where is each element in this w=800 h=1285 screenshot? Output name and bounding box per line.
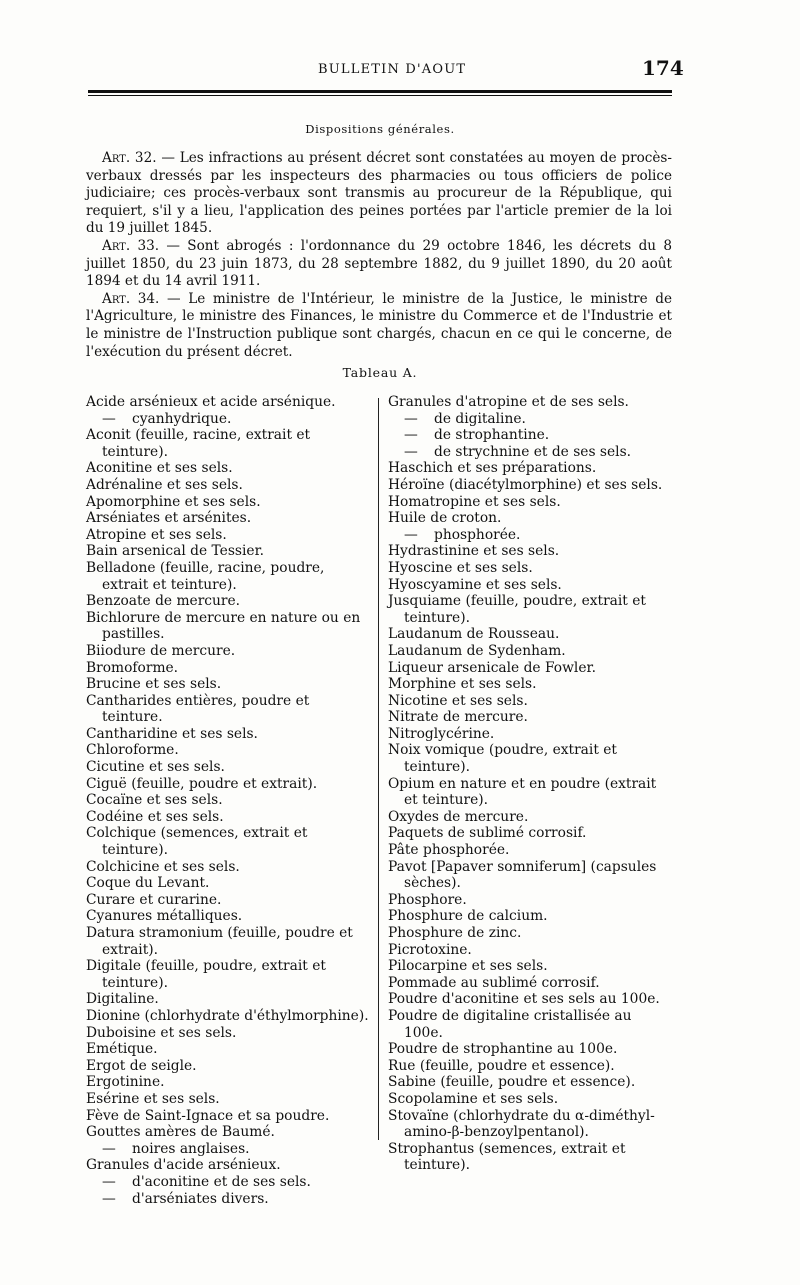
table-entry [388,1008,672,1041]
table-entry-text: Pommade au sublimé corrosif. [388,974,600,991]
table-entry [86,676,370,693]
table-entry-text: Laudanum de Sydenham. [388,642,566,659]
article-text: — Le ministre de l'Intérieur, le ministre de la Justice, le ministre de l'Agriculture, le ministre des Finances, le ministre du Commerce et de l'Industrie et le ministre de l'Instruction publique sont chargés, chacun en ce qui le concerne, de l'exécution du présent décret. [86,290,672,360]
article-label: Art. 34. [102,290,160,307]
table-entry [86,1157,370,1174]
table-entry-text: Phosphure de calcium. [388,908,548,925]
table-entry-text: Poudre d'aconitine et ses sels au 100e. [388,991,660,1008]
table-entry-text: Digitaline. [86,991,159,1008]
table-entry-text: Poudre de strophantine au 100e. [388,1041,618,1058]
table-entry-text: Hydrastinine et ses sels. [388,543,560,560]
table-entry-text: Pilocarpine et ses sels. [388,958,548,975]
table-entry-text: Adrénaline et ses sels. [86,476,243,493]
table-entry-text: Datura stramonium (feuille, poudre et extrait). [86,925,353,958]
table-entry [388,1058,672,1075]
table-entry [388,925,672,942]
table-entry-text: phosphorée. [434,526,521,543]
table-entry-text: Cantharidine et ses sels. [86,725,258,742]
table-entry-text: Digitale (feuille, poudre, extrait et teinture). [86,958,326,991]
table-entry-text: Cocaïne et ses sels. [86,792,223,809]
table-entry-text: de digitaline. [434,410,526,427]
table-entry-text: Bain arsenical de Tessier. [86,543,265,560]
table-entry-text: Benzoate de mercure. [86,593,241,610]
table-entry [388,394,672,411]
table-entry-text: cyanhydrique. [132,410,232,427]
table-entry [86,792,370,809]
table-entry [388,411,672,428]
table-entry-text: Dionine (chlorhydrate d'éthylmorphine). [86,1007,369,1024]
table-entry [86,494,370,511]
table-entry [86,543,370,560]
table-entry [86,825,370,858]
running-head [0,56,800,82]
table-entry [86,510,370,527]
table-entry-text: Strophantus (semences, extrait et teinture). [388,1140,626,1174]
table-entry-text: d'aconitine et de ses sels. [132,1173,311,1190]
table-entry-text: de strychnine et de ses sels. [434,443,632,460]
table-entry [86,776,370,793]
table-entry [86,1108,370,1125]
table-entry [388,676,672,693]
table-entry-text: Colchicine et ses sels. [86,858,240,875]
table-entry-text: Granules d'acide arsénieux. [86,1157,281,1174]
table-entry-text: Atropine et ses sels. [86,526,227,543]
table-entry [388,510,672,527]
table-entry [86,643,370,660]
table-entry [388,958,672,975]
table-entry-text: Poudre de digitaline cristallisée au 100e. [388,1007,632,1041]
table-entry [388,643,672,660]
table-entry-text: Phosphure de zinc. [388,925,522,941]
table-entry-text: Phosphore. [388,891,467,908]
table-entry-text: Liqueur arsenicale de Fowler. [388,659,596,676]
table-entry [388,1108,672,1141]
table-entry-text: Jusquiame (feuille, poudre, extrait et teinture). [388,593,646,626]
ditto-dash: — [404,410,418,427]
table-entry-text: Aconitine et ses sels. [86,460,233,477]
table-entry-text: Esérine et ses sels. [86,1090,220,1107]
table-entry-text: Apomorphine et ses sels. [86,493,261,510]
table-entry-text: Gouttes amères de Baumé. [86,1124,275,1141]
ditto-dash: — [404,427,418,444]
table-entry [86,527,370,544]
table-entry [388,577,672,594]
table-entry-text: Codéine et ses sels. [86,808,224,825]
table-entry [86,925,370,958]
table-entry [86,1025,370,1042]
table-entry [388,892,672,909]
table-entry-text: Nitrate de mercure. [388,709,528,726]
table-entry-text: Emétique. [86,1041,158,1058]
article-label: Art. 32. [102,150,157,166]
table-entry-text: Scopolamine et ses sels. [388,1090,559,1107]
table-entry-text: Cicutine et ses sels. [86,759,225,776]
table-entry [388,991,672,1008]
table-entry [86,726,370,743]
table-entry [388,494,672,511]
table-entry-text: Stovaïne (chlorhydrate du α-diméthyl-amino-β-benzoylpentanol). [388,1107,655,1141]
article-text: — Sont abrogés : l'ordonnance du 29 octobre 1846, les décrets du 8 juillet 1850, du 23 juin 1873, du 28 septembre 1882, du 9 juillet 1890, du 20 août 1894 et du 14 avril 1911. [86,237,672,290]
table-entry-text: Chloroforme. [86,742,179,759]
table-entry [388,1074,672,1091]
ditto-dash: — [404,526,418,543]
table-entry [86,958,370,991]
table-entry [86,593,370,610]
table-entry [86,1091,370,1108]
table-entry-text: Biiodure de mercure. [86,642,236,659]
table-entry [388,560,672,577]
table-entry [388,527,672,544]
article-paragraph [86,238,672,291]
table-entry [86,1174,370,1191]
table-entry-text: Colchique (semences, extrait et teinture). [86,825,308,859]
page-number: 174 [642,56,684,80]
articles-block [86,150,672,361]
table-entry-text: Héroïne (diacétylmorphine) et ses sels. [388,476,663,493]
table-entry [388,626,672,643]
table-entry [86,1058,370,1075]
article-paragraph [86,150,672,238]
table-entry-text: Brucine et ses sels. [86,676,222,693]
table-entry-text: Belladone (feuille, racine, poudre, extrait et teinture). [86,559,325,593]
table-entry [388,543,672,560]
table-entry-text: Nicotine et ses sels. [388,692,528,709]
ditto-dash: — [102,1173,116,1190]
table-entry [388,809,672,826]
table-entry-text: Paquets de sublimé corrosif. [388,825,587,842]
header-rule-thick [88,90,672,93]
table-entry [86,560,370,593]
table-entry [86,908,370,925]
table-entry-text: Curare et curarine. [86,891,222,908]
table-entry [388,825,672,842]
ditto-dash: — [102,410,116,427]
table-entry [388,1141,672,1174]
table-entry [86,1008,370,1025]
table-entry-text: Opium en nature et en poudre (extrait et teinture). [388,775,657,809]
table-entry-text: Ciguë (feuille, poudre et extrait). [86,775,318,792]
ditto-dash: — [102,1140,116,1157]
table-entry-text: Noix vomique (poudre, extrait et teinture). [388,742,617,776]
running-title: BULLETIN D'AOUT [318,62,467,77]
table-entry [388,477,672,494]
table-entry-text: Hyoscyamine et ses sels. [388,576,562,593]
table-entry-text: noires anglaises. [132,1140,250,1157]
table-entry-text: Bromoforme. [86,659,179,676]
table-entry [388,975,672,992]
article-paragraph [86,291,672,361]
table-entry [388,660,672,677]
table-title: Tableau A. [342,365,418,380]
table-entry [388,709,672,726]
table-entry [86,809,370,826]
table-entry-text: Haschich et ses préparations. [388,460,597,477]
table-entry-text: de strophantine. [434,427,550,444]
table-entry-text: Aconit (feuille, racine, extrait et teinture). [86,427,311,460]
table-entry [86,427,370,460]
table-entry-text: Laudanum de Rousseau. [388,626,560,643]
table-entry [86,460,370,477]
table-entry-text: Duboisine et ses sels. [86,1024,237,1041]
table-entry-text: Sabine (feuille, poudre et essence). [388,1074,636,1091]
table-entry [86,859,370,876]
table-entry [86,411,370,428]
table-entry-text: Picrotoxine. [388,941,472,958]
table-entry [388,859,672,892]
table-entry [86,875,370,892]
table-entry-text: Ergot de seigle. [86,1057,197,1074]
table-entry-text: Granules d'atropine et de ses sels. [388,394,629,410]
table-entry [86,1074,370,1091]
table-entry [86,759,370,776]
table-entry-text: Cyanures métalliques. [86,908,243,925]
table-entry [86,1041,370,1058]
table-entry [86,477,370,494]
table-entry [388,427,672,444]
section-title: Dispositions générales. [305,122,455,136]
table-entry-text: Coque du Levant. [86,875,210,892]
table-entry [388,726,672,743]
table-entry [388,1091,672,1108]
table-entry [388,1041,672,1058]
table-entry [86,742,370,759]
ditto-dash: — [404,443,418,460]
table-entry-text: d'arséniates divers. [132,1190,269,1207]
table-entry [388,460,672,477]
table-entry [86,1124,370,1141]
table-entry-text: Huile de croton. [388,510,502,527]
table-entry [86,610,370,643]
table-entry-text: Hyoscine et ses sels. [388,559,533,576]
table-entry [86,1191,370,1208]
table-entry [86,1141,370,1158]
table-entry [388,908,672,925]
table-entry-text: Nitroglycérine. [388,725,495,742]
table-entry [86,892,370,909]
ditto-dash: — [102,1190,116,1207]
table-right-column [388,394,672,1174]
table-entry-text: Rue (feuille, poudre et essence). [388,1057,615,1074]
table-entry-text: Oxydes de mercure. [388,808,529,825]
table-entry [86,660,370,677]
table-entry-text: Pavot [Papaver somniferum] (capsules sèches). [388,858,657,892]
table-entry-text: Pâte phosphorée. [388,842,510,859]
table-entry [388,942,672,959]
table-entry-text: Arséniates et arsénites. [86,510,252,527]
article-text: — Les infractions au présent décret sont constatées au moyen de procès-verbaux dressés par les inspecteurs des pharmacies ou tous officiers de police judiciaire; ces procès-verbaux sont transmis au procureur de la République, qui requiert, s'il y a lieu, l'application des peines portées par l'article premier de la loi du 19 juillet 1845. [86,150,673,237]
table-entry-text: Ergotinine. [86,1074,165,1091]
article-label: Art. 33. [102,237,160,254]
column-divider [378,398,379,1140]
table-left-column [86,394,370,1207]
table-entry [388,593,672,626]
table-entry-text: Bichlorure de mercure en nature ou en pastilles. [86,609,361,643]
table-entry-text: Acide arsénieux et acide arsénique. [86,394,336,410]
table-entry [388,776,672,809]
table-entry-text: Fève de Saint-Ignace et sa poudre. [86,1107,330,1124]
table-entry [388,444,672,461]
table-entry [388,842,672,859]
table-entry-text: Morphine et ses sels. [388,676,537,693]
table-entry [86,991,370,1008]
table-entry-text: Cantharides entières, poudre et teinture. [86,692,310,726]
table-entry [388,742,672,775]
header-rule-thin [88,95,672,96]
table-entry [388,693,672,710]
table-entry [86,693,370,726]
table-entry [86,394,370,411]
table-entry-text: Homatropine et ses sels. [388,493,561,510]
